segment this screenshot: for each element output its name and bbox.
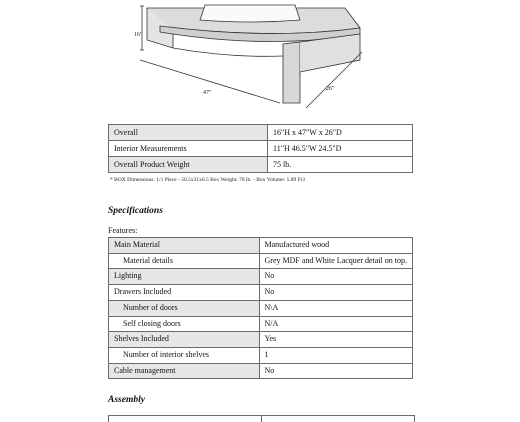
- row-label: Number of interior shelves: [109, 347, 260, 363]
- table-row: [109, 300, 413, 316]
- column-divider: [261, 416, 262, 422]
- features-table: [108, 237, 413, 379]
- height-dimension-label: 16": [134, 32, 143, 38]
- row-value: 1: [259, 347, 412, 363]
- width-dimension-label: 47": [203, 90, 212, 96]
- row-value: No: [259, 363, 412, 379]
- depth-dimension-label: 26": [326, 86, 335, 92]
- row-value: No: [259, 269, 412, 285]
- product-dimension-drawing: [100, 0, 400, 110]
- row-value: N/A: [259, 316, 412, 332]
- assembly-heading: Assembly: [108, 395, 145, 405]
- table-row: [109, 269, 413, 285]
- assembly-table: [108, 415, 415, 422]
- row-label: Interior Measurements: [109, 141, 268, 157]
- table-row: [109, 285, 413, 301]
- row-label: Cable management: [109, 363, 260, 379]
- table-row: [109, 141, 413, 157]
- table-row: [109, 332, 413, 348]
- table-row: [109, 125, 413, 141]
- right-leg: [283, 42, 300, 103]
- table-row: [109, 316, 413, 332]
- features-label: Features:: [108, 226, 138, 235]
- row-label: Main Material: [109, 238, 260, 254]
- row-value: Manufactured wood: [259, 238, 412, 254]
- row-label: Drawers Included: [109, 285, 260, 301]
- table-row: [109, 253, 413, 269]
- row-label: Lighting: [109, 269, 260, 285]
- row-label: Overall: [109, 125, 268, 141]
- row-value: 75 lb.: [268, 157, 413, 173]
- row-label: Overall Product Weight: [109, 157, 268, 173]
- row-value: 16"H x 47"W x 26"D: [268, 125, 413, 141]
- row-label: Shelves Included: [109, 332, 260, 348]
- table-row: [109, 347, 413, 363]
- specifications-heading: Specifications: [108, 206, 163, 216]
- table-row: [109, 363, 413, 379]
- row-value: No: [259, 285, 412, 301]
- dimensions-table: [108, 124, 413, 173]
- lower-shelf: [173, 48, 283, 56]
- row-value: 11"H 46.5"W 24.5"D: [268, 141, 413, 157]
- box-dimensions-note: * BOX Dimensions: 1/1 Piece - 50.5x31x6.5 Box Weight: 78 lb. - Box Volume: 5.89 Ft3: [110, 177, 305, 183]
- glass-inset: [200, 5, 300, 22]
- row-label: Number of doors: [109, 300, 260, 316]
- row-value: Grey MDF and White Lacquer detail on top.: [259, 253, 412, 269]
- row-value: N\A: [259, 300, 412, 316]
- table-row: [109, 157, 413, 173]
- table-row: [109, 238, 413, 254]
- row-value: Yes: [259, 332, 412, 348]
- row-label: Self closing doors: [109, 316, 260, 332]
- row-label: Material details: [109, 253, 260, 269]
